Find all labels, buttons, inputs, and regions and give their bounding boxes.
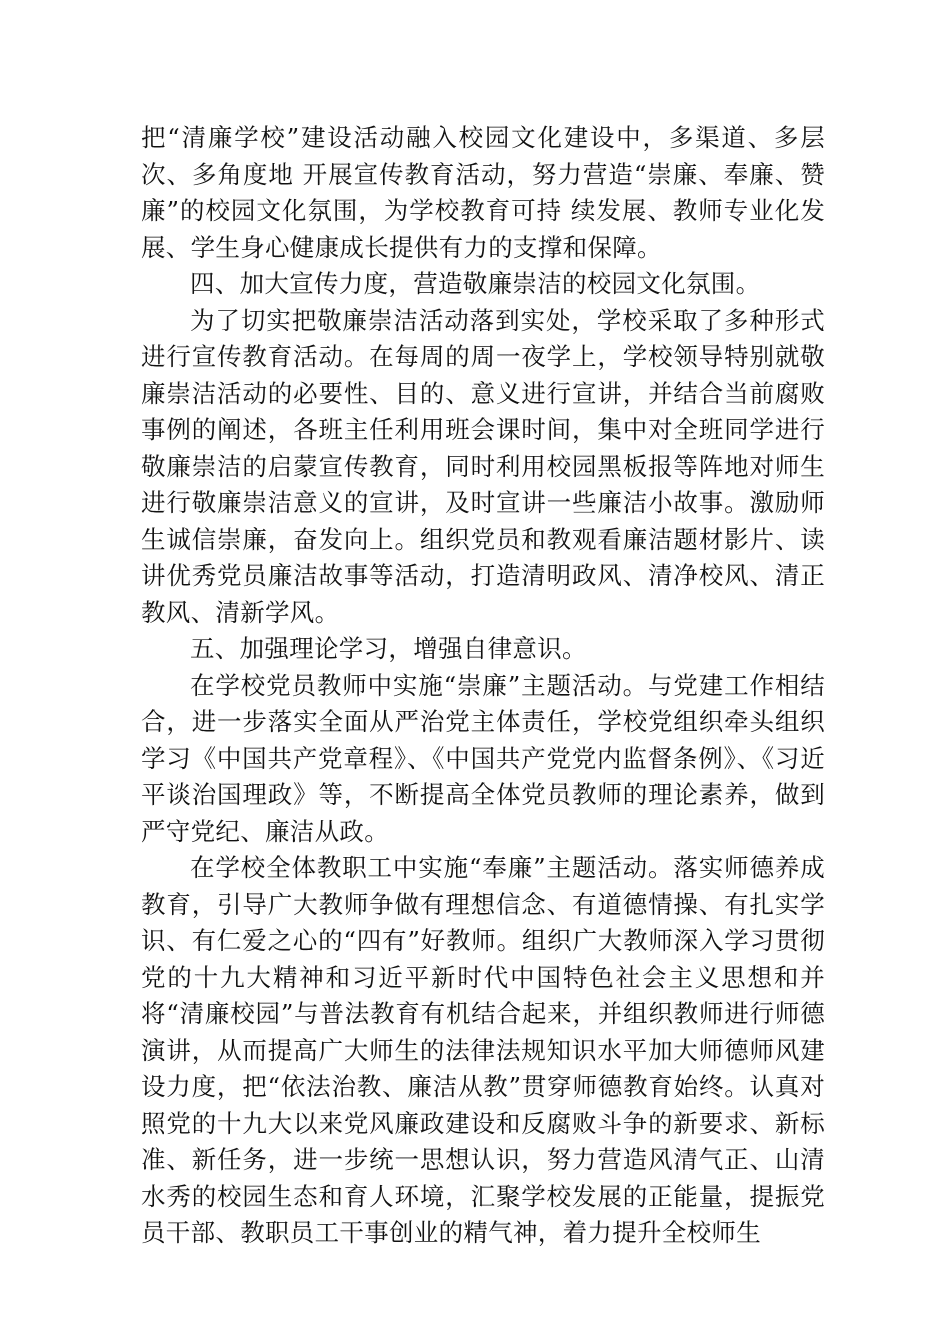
paragraph-fenglian-activity: 在学校全体教职工中实施“奉廉”主题活动。落实师德养成教育，引导广大教师争做有理想信念、有道德情操、有扎实学识、有仁爱之心的“四有”好教师。组织广大教师深入学习贯彻党的十九大精神和习近平新时代中国特色社会主义思想和并将“清廉校园”与普法教育有机结合起来，并组织教师进行师德演讲，从而提高广大师生的法律法规知识水平加大师德师风建设力度，把“依法治教、廉洁从教”贯穿师德教育始终。认真对照党的十九大以来党风廉政建设和反腐败斗争的新要求、新标准、新任务，进一步统一思想认识，努力营造风清气正、山清水秀的校园生态和育人环境，汇聚学校发展的正能量，提振党员干部、教职员工干事创业的精气神，着力提升全校师生 [141, 853, 825, 1247]
section-heading-four: 四、加大宣传力度，营造敬廉崇洁的校园文化氛围。 [190, 269, 761, 298]
document-body [141, 120, 825, 1252]
section-heading-five: 五、加强理论学习，增强自律意识。 [190, 634, 587, 663]
paragraph-chonglian-activity: 在学校党员教师中实施“崇廉”主题活动。与党建工作相结合，进一步落实全面从严治党主体责任，学校党组织牵头组织学习《中国共产党章程》、《中国共产党党内监督条例》、《习近平谈治国理政》等，不断提高全体党员教师的理论素养，做到严守党纪、廉洁从政。 [141, 670, 825, 846]
paragraph-publicity: 为了切实把敬廉崇洁活动落到实处，学校采取了多种形式进行宣传教育活动。在每周的周一夜学上，学校领导特别就敬廉崇洁活动的必要性、目的、意义进行宣讲，并结合当前腐败事例的阐述，各班主任利用班会课时间，集中对全班同学进行敬廉崇洁的启蒙宣传教育，同时利用校园黑板报等阵地对师生进行敬廉崇洁意义的宣讲，及时宣讲一些廉洁小故事。激励师生诚信崇廉，奋发向上。组织党员和教观看廉洁题材影片、读讲优秀党员廉洁故事等活动，打造清明政风、清净校风、清正教风、清新学风。 [141, 305, 825, 627]
paragraph-intro-continuation: 把“清廉学校”建设活动融入校园文化建设中，多渠道、多层次、多角度地 开展宣传教育活动，努力营造“崇廉、奉廉、赞廉”的校园文化氛围，为学校教育可持 续发展、教师专业化发展、学生身心健康成长提供有力的支撑和保障。 [141, 123, 825, 262]
